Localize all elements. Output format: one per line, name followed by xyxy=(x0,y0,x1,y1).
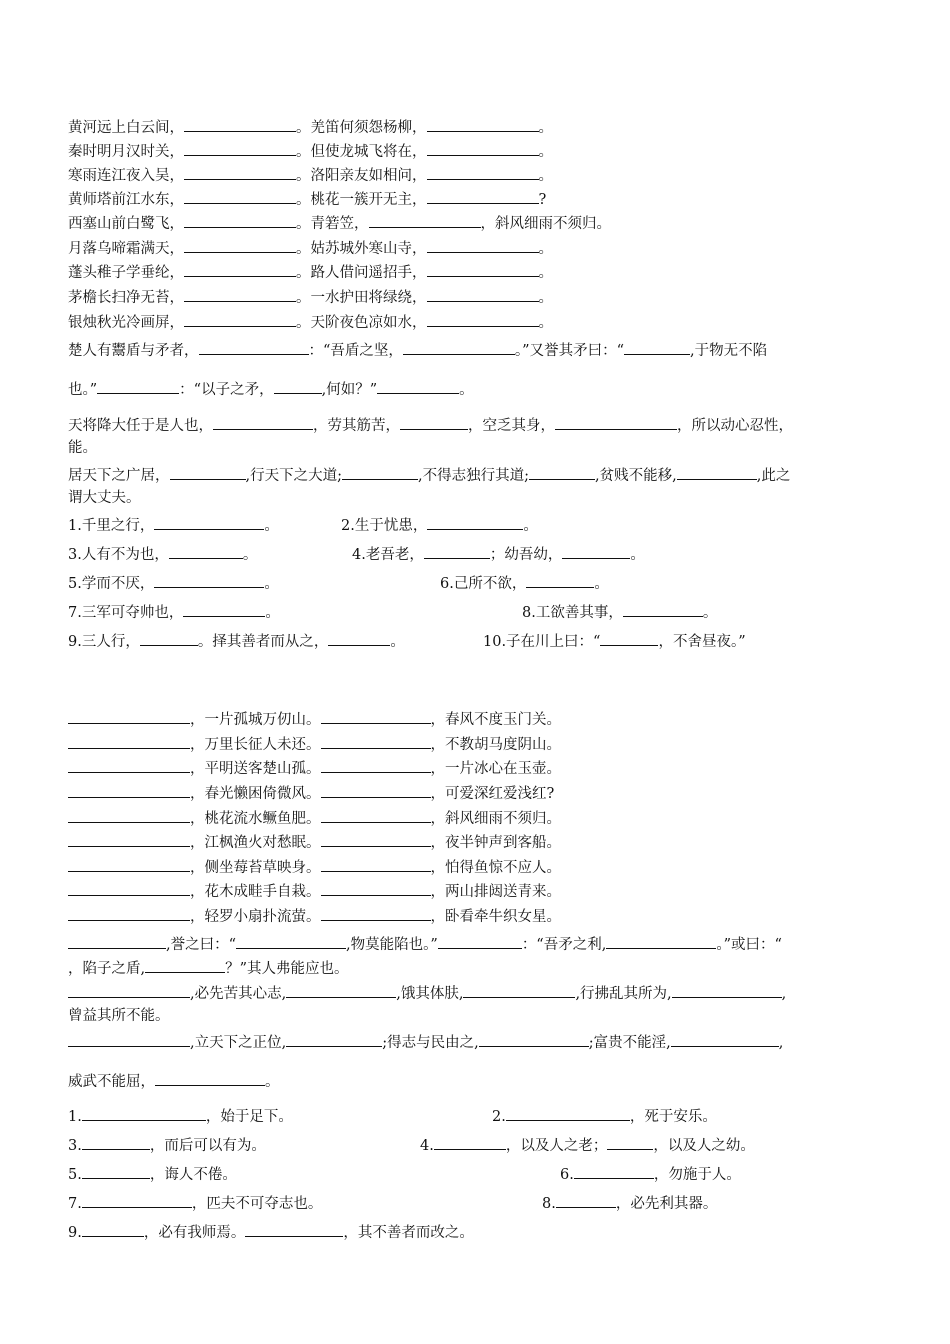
answer-blank[interactable] xyxy=(529,464,595,480)
answer-blank[interactable] xyxy=(68,982,190,998)
poem-line-8: 茅檐长扫净无苔， 。一水护田将绿绕， 。 xyxy=(68,286,553,308)
item-4: 4.老吾老， ；幼吾幼， 。 xyxy=(352,543,645,565)
answer-blank[interactable] xyxy=(463,982,575,998)
jutianxia-line-1: 居天下之广居， ,行天下之大道; ,不得志独行其道; ,贫贱不能移, ,此之 xyxy=(68,464,790,486)
item-6: 6.己所不欲， 。 xyxy=(440,572,609,594)
poem-line-5: 西塞山前白鹭飞， 。青箬笠， ，斜风细雨不须归。 xyxy=(68,212,611,234)
answer-blank[interactable] xyxy=(169,543,243,559)
answer-blank[interactable] xyxy=(184,286,296,302)
answer-blank[interactable] xyxy=(154,514,264,530)
answer-blank[interactable] xyxy=(434,1134,506,1150)
answer-blank[interactable] xyxy=(427,116,539,132)
answer-blank[interactable] xyxy=(68,905,190,921)
answer-blank[interactable] xyxy=(342,464,418,480)
answer-blank[interactable] xyxy=(600,630,658,646)
poem2-line-6: ，江枫渔火对愁眠。 ，夜半钟声到客船。 xyxy=(68,831,561,853)
poem-line-6: 月落乌啼霜满天， 。姑苏城外寒山寺， 。 xyxy=(68,237,553,259)
answer-blank[interactable] xyxy=(82,1134,150,1150)
jutianxia2-line-2: 威武不能屈， 。 xyxy=(68,1070,280,1092)
poem2-line-1: ，一片孤城万仞山。 ，春风不度玉门关。 xyxy=(68,708,561,730)
answer-blank[interactable] xyxy=(574,1163,654,1179)
answer-blank[interactable] xyxy=(68,708,190,724)
answer-blank[interactable] xyxy=(97,378,179,394)
answer-blank[interactable] xyxy=(68,880,190,896)
answer-blank[interactable] xyxy=(555,414,677,430)
answer-blank[interactable] xyxy=(328,630,390,646)
poem2-line-3: ，平明送客楚山孤。 ，一片冰心在玉壶。 xyxy=(68,757,561,779)
poem-line-1: 黄河远上白云间， 。羌笛何须怨杨柳， 。 xyxy=(68,116,553,138)
jutianxia2-line-1: ,立天下之正位, ;得志与民由之, ;富贵不能淫, , xyxy=(68,1031,783,1053)
answer-blank[interactable] xyxy=(606,933,716,949)
answer-blank[interactable] xyxy=(145,957,225,973)
answer-blank[interactable] xyxy=(427,311,539,327)
answer-blank[interactable] xyxy=(82,1192,192,1208)
answer-blank[interactable] xyxy=(562,543,630,559)
answer-blank[interactable] xyxy=(369,212,481,228)
poem2-line-5: ，桃花流水鳜鱼肥。 ，斜风细雨不须归。 xyxy=(68,807,561,829)
poem-line-4: 黄师塔前江水东， 。桃花一簇开无主， ? xyxy=(68,188,546,210)
poem2-line-4: ，春光懒困倚微风。 ，可爱深红爱浅红? xyxy=(68,782,554,804)
answer-blank[interactable] xyxy=(140,630,198,646)
answer-blank[interactable] xyxy=(427,188,539,204)
answer-blank[interactable] xyxy=(377,378,459,394)
answer-blank[interactable] xyxy=(82,1221,144,1237)
answer-blank[interactable] xyxy=(68,782,190,798)
poem2-line-7: ，侧坐莓苔草映身。 ，怕得鱼惊不应人。 xyxy=(68,856,561,878)
answer-blank[interactable] xyxy=(170,464,246,480)
answer-blank[interactable] xyxy=(321,831,431,847)
item-1: 1.千里之行， 。 xyxy=(68,514,279,536)
answer-blank[interactable] xyxy=(68,856,190,872)
answer-blank[interactable] xyxy=(213,414,313,430)
chuRen2-line-2: ，陷子之盾, ？”其人弗能应也。 xyxy=(68,957,349,979)
answer-blank[interactable] xyxy=(403,339,515,355)
answer-blank[interactable] xyxy=(68,831,190,847)
answer-blank[interactable] xyxy=(321,733,431,749)
answer-blank[interactable] xyxy=(424,543,490,559)
item-3: 3.人有不为也， 。 xyxy=(68,543,257,565)
tianjiang2-line-2: 曾益其所不能。 xyxy=(68,1008,170,1024)
item-7: 7.三军可夺帅也， 。 xyxy=(68,601,280,623)
answer-blank[interactable] xyxy=(400,414,468,430)
answer-blank[interactable] xyxy=(321,807,431,823)
item2-8: 8. ，必先利其器。 xyxy=(542,1192,717,1214)
answer-blank[interactable] xyxy=(286,1031,382,1047)
item2-7: 7. ，匹夫不可夺志也。 xyxy=(68,1192,322,1214)
answer-blank[interactable] xyxy=(183,601,265,617)
answer-blank[interactable] xyxy=(506,1105,630,1121)
item2-4: 4. ，以及人之老； ，以及人之幼。 xyxy=(420,1134,755,1156)
answer-blank[interactable] xyxy=(184,237,296,253)
answer-blank[interactable] xyxy=(184,311,296,327)
chuRen2-line-1: ,誉之曰：“ ,物莫能陷也。” ：“吾矛之利, 。”或曰：“ xyxy=(68,933,782,955)
chuRen-line-2: 也。” ：“以子之矛， ,何如？” 。 xyxy=(68,378,474,400)
answer-blank[interactable] xyxy=(68,733,190,749)
answer-blank[interactable] xyxy=(427,261,539,277)
poem-line-9: 银烛秋光冷画屏， 。天阶夜色凉如水， 。 xyxy=(68,311,553,333)
item-2: 2.生于忧患， 。 xyxy=(341,514,538,536)
tianjiang2-line-1: ,必先苦其心志, ,饿其体肤, ,行拂乱其所为, , xyxy=(68,982,786,1004)
answer-blank[interactable] xyxy=(677,464,757,480)
tianjiang-line-2: 能。 xyxy=(68,440,97,456)
answer-blank[interactable] xyxy=(184,188,296,204)
item-8: 8.工欲善其事， 。 xyxy=(522,601,717,623)
answer-blank[interactable] xyxy=(427,140,539,156)
answer-blank[interactable] xyxy=(321,905,431,921)
poem2-line-2: ，万里长征人未还。 ，不教胡马度阴山。 xyxy=(68,733,561,755)
answer-blank[interactable] xyxy=(245,1221,343,1237)
item2-6: 6. ，勿施于人。 xyxy=(560,1163,741,1185)
poem-line-3: 寒雨连江夜入吴， 。洛阳亲友如相问， 。 xyxy=(68,164,553,186)
answer-blank[interactable] xyxy=(68,807,190,823)
answer-blank[interactable] xyxy=(236,933,346,949)
jutianxia-line-2: 谓大丈夫。 xyxy=(68,490,141,506)
answer-blank[interactable] xyxy=(672,982,782,998)
answer-blank[interactable] xyxy=(624,339,690,355)
answer-blank[interactable] xyxy=(286,982,396,998)
answer-blank[interactable] xyxy=(68,933,166,949)
tianjiang-line-1: 天将降大任于是人也， ，劳其筋苦， ，空乏其身， ，所以动心忍性， xyxy=(68,414,793,436)
item-5: 5.学而不厌， 。 xyxy=(68,572,279,594)
answer-blank[interactable] xyxy=(82,1105,206,1121)
item2-2: 2. ，死于安乐。 xyxy=(492,1105,717,1127)
chuRen-line-1: 楚人有鬻盾与矛者， ：“吾盾之坚， 。”又誉其矛曰：“ ,于物无不陷 xyxy=(68,339,767,361)
answer-blank[interactable] xyxy=(82,1163,150,1179)
answer-blank[interactable] xyxy=(184,164,296,180)
answer-blank[interactable] xyxy=(607,1134,653,1150)
poem2-line-9: ，轻罗小扇扑流萤。 ，卧看牵牛织女星。 xyxy=(68,905,561,927)
answer-blank[interactable] xyxy=(321,782,431,798)
answer-blank[interactable] xyxy=(184,212,296,228)
poem-line-7: 蓬头稚子学垂纶， 。路人借问遥招手， 。 xyxy=(68,261,553,283)
item2-3: 3. ，而后可以有为。 xyxy=(68,1134,266,1156)
item2-5: 5. ，诲人不倦。 xyxy=(68,1163,237,1185)
answer-blank[interactable] xyxy=(184,261,296,277)
answer-blank[interactable] xyxy=(427,164,539,180)
item2-9: 9. ，必有我师焉。 ，其不善者而改之。 xyxy=(68,1221,474,1243)
item2-1: 1. ，始于足下。 xyxy=(68,1105,293,1127)
poem-line-2: 秦时明月汉时关， 。但使龙城飞将在， 。 xyxy=(68,140,553,162)
answer-blank[interactable] xyxy=(623,601,703,617)
answer-blank[interactable] xyxy=(479,1031,589,1047)
answer-blank[interactable] xyxy=(68,1031,190,1047)
answer-blank[interactable] xyxy=(154,572,264,588)
answer-blank[interactable] xyxy=(68,757,190,773)
answer-blank[interactable] xyxy=(321,880,431,896)
answer-blank[interactable] xyxy=(321,708,431,724)
answer-blank[interactable] xyxy=(321,856,431,872)
item-10: 10.子在川上曰：“ ，不舍昼夜。” xyxy=(483,630,746,652)
answer-blank[interactable] xyxy=(427,514,523,530)
answer-blank[interactable] xyxy=(321,757,431,773)
answer-blank[interactable] xyxy=(556,1192,616,1208)
poem2-line-8: ，花木成畦手自栽。 ，两山排闼送青来。 xyxy=(68,880,561,902)
answer-blank[interactable] xyxy=(184,140,296,156)
answer-blank[interactable] xyxy=(199,339,309,355)
item-9: 9.三人行， 。择其善者而从之， 。 xyxy=(68,630,405,652)
answer-blank[interactable] xyxy=(427,286,539,302)
answer-blank[interactable] xyxy=(438,933,522,949)
answer-blank[interactable] xyxy=(526,572,594,588)
answer-blank[interactable] xyxy=(155,1070,265,1086)
answer-blank[interactable] xyxy=(184,116,296,132)
answer-blank[interactable] xyxy=(274,378,322,394)
answer-blank[interactable] xyxy=(427,237,539,253)
answer-blank[interactable] xyxy=(671,1031,779,1047)
